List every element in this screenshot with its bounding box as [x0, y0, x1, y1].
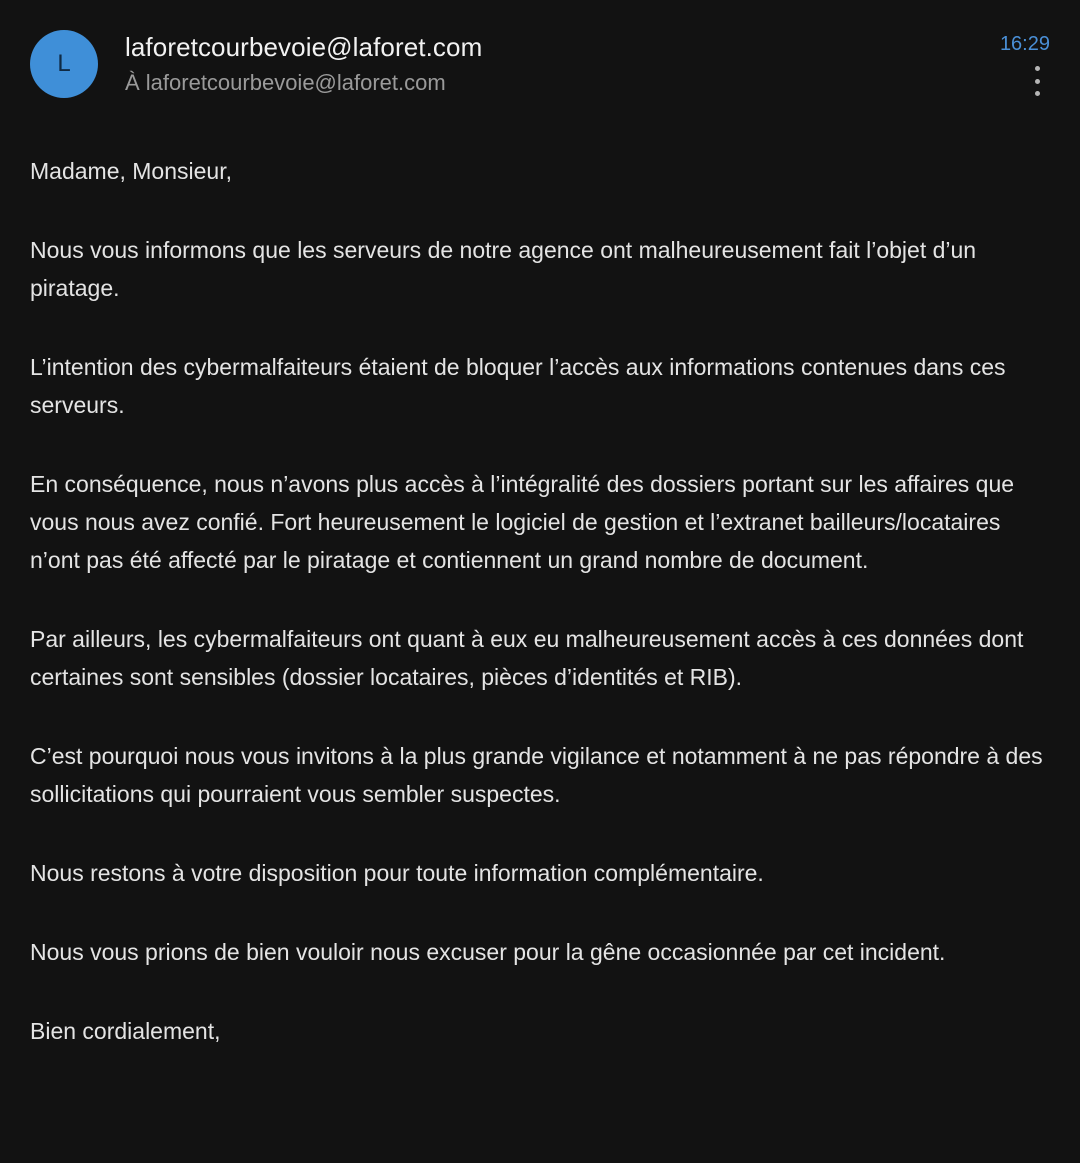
more-dot	[1035, 66, 1040, 71]
email-body	[30, 152, 1050, 1091]
email-header	[0, 0, 1080, 120]
recipient-address[interactable]: À laforetcourbevoie@laforet.com	[125, 70, 446, 95]
email-paragraph: C’est pourquoi nous vous invitons à la plus grande vigilance et notamment à ne pas répondre à des sollicitations qui pourraient vous sembler suspectes.	[30, 743, 1043, 807]
sender-avatar[interactable]: L	[30, 30, 98, 98]
email-paragraph: Madame, Monsieur,	[30, 158, 232, 184]
email-paragraph: Nous vous prions de bien vouloir nous excuser pour la gêne occasionnée par cet incident.	[30, 939, 946, 965]
message-time: 16:29	[999, 33, 1050, 55]
email-paragraph: L’intention des cybermalfaiteurs étaient de bloquer l’accès aux informations contenues dans ces serveurs.	[30, 354, 1006, 418]
more-dot	[1035, 91, 1040, 96]
more-dot	[1035, 79, 1040, 84]
email-paragraph: Nous restons à votre disposition pour toute information complémentaire.	[30, 860, 764, 886]
email-paragraph: En conséquence, nous n’avons plus accès à l’intégralité des dossiers portant sur les affaires que vous nous avez confié. Fort heureusement le logiciel de gestion et l’extranet bailleurs/locataires n’ont pas été affecté par le piratage et contiennent un grand nombre de document.	[30, 471, 1015, 573]
email-paragraph: Par ailleurs, les cybermalfaiteurs ont quant à eux eu malheureusement accès à ces données dont certaines sont sensibles (dossier locataires, pièces d’identités et RIB).	[30, 626, 1024, 690]
email-signoff: Bien cordialement,	[30, 1018, 221, 1044]
email-paragraph: Nous vous informons que les serveurs de notre agence ont malheureusement fait l’objet d’un piratage.	[30, 237, 977, 301]
more-vertical-icon[interactable]	[1030, 66, 1044, 96]
sender-address[interactable]: laforetcourbevoie@laforet.com	[125, 32, 483, 62]
